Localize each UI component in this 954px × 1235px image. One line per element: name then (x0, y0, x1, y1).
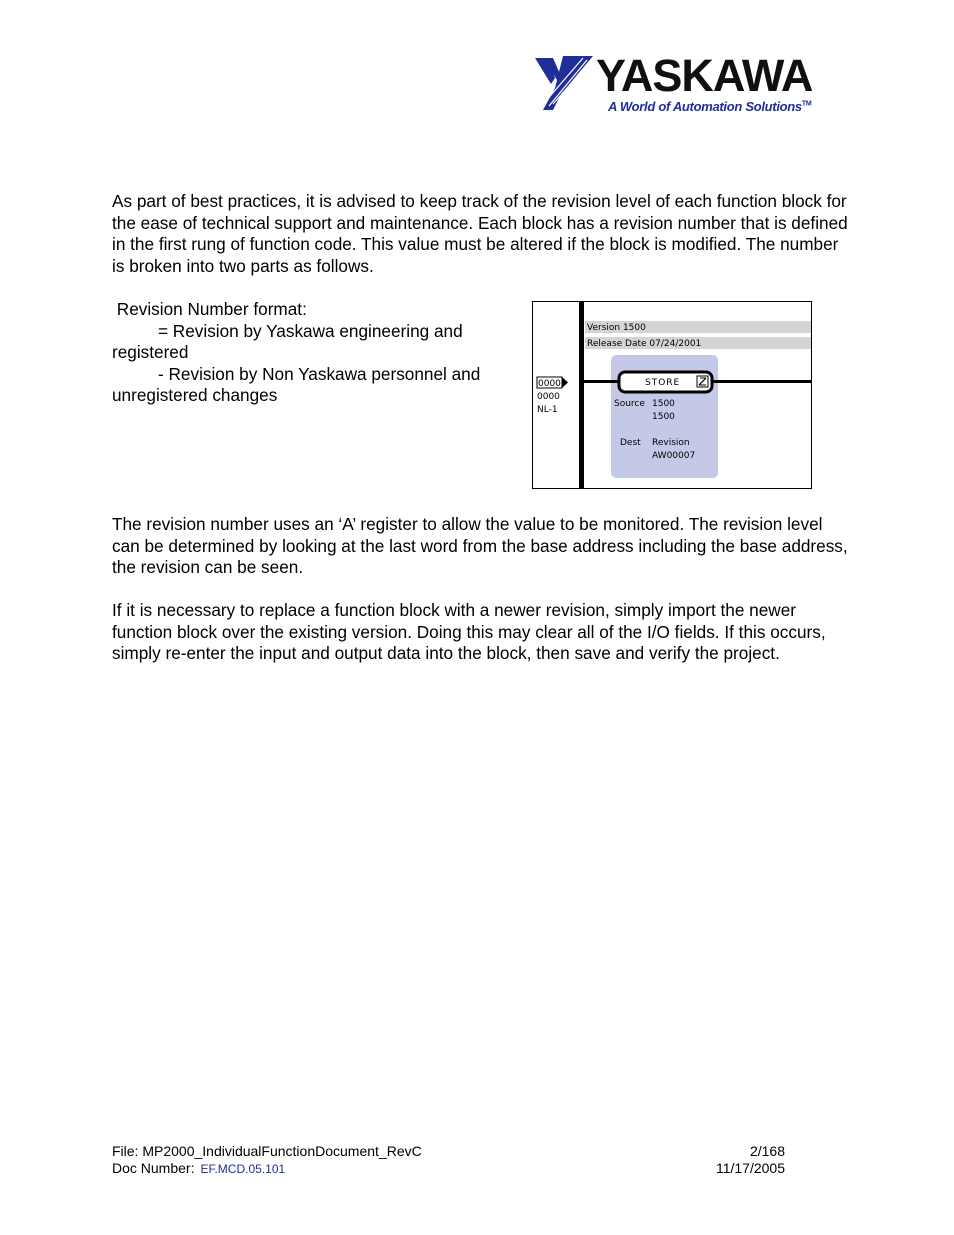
version-label: Version 1500 (587, 323, 646, 333)
input-register-2: 0000 (537, 392, 560, 402)
revision-yaskawa-line: = Revision by Yaskawa engineering and (158, 320, 463, 341)
footer-page-number: 2/168 (749, 1143, 785, 1159)
release-date-label: Release Date 07/24/2001 (587, 339, 702, 349)
replace-paragraph: If it is necessary to replace a function block with a newer revision, simply import the newer function block over the existing version. Doing this may clear all of the I/O fields. If this occurs, simply re-enter the input and output data into the block, then save and verify the project. (112, 600, 826, 663)
dest-value-2: AW00007 (652, 451, 696, 461)
logo-tagline: A World of Automation Solutions™ (608, 99, 812, 114)
store-label: STORE (645, 378, 681, 388)
revision-format-block (112, 299, 507, 407)
footer-date: 11/17/2005 (715, 1160, 785, 1176)
input-arrow-icon (562, 377, 568, 388)
footer-file: File: MP2000_IndividualFunctionDocument_RevC (112, 1143, 422, 1159)
input-register-3: NL-1 (537, 405, 558, 415)
ladder-diagram-figure (532, 301, 812, 489)
revision-non-yaskawa-line: - Revision by Non Yaskawa personnel and (158, 363, 481, 384)
source-value-1: 1500 (652, 399, 675, 409)
footer-doc-label: Doc Number: (112, 1160, 195, 1176)
logo-wordmark: YASKAWA (596, 50, 813, 101)
footer-doc-number (112, 1160, 285, 1178)
dest-value-1: Revision (652, 438, 690, 448)
footer-doc-number-value: EF.MCD.05.101 (200, 1162, 286, 1176)
source-value-2: 1500 (652, 412, 675, 422)
revision-yaskawa-line-cont: registered (112, 342, 189, 362)
dest-label: Dest (620, 438, 641, 448)
trademark-mark: TM (801, 100, 812, 108)
yaskawa-logo (533, 52, 823, 114)
revision-format-heading: Revision Number format: (112, 299, 307, 319)
source-label: Source (614, 399, 645, 409)
register-paragraph: The revision number uses an ‘A’ register to allow the value to be monitored. The revision level can be determined by looking at the last word from the base address including the base address, the revision can be seen. (112, 514, 848, 577)
revision-non-yaskawa-line-cont: unregistered changes (112, 385, 278, 405)
yaskawa-wing-icon (533, 54, 595, 112)
left-power-rail (579, 302, 584, 488)
input-register-1: 0000 (538, 379, 561, 389)
intro-paragraph: As part of best practices, it is advised to keep track of the revision level of each function block for the ease of technical support and maintenance. Each block has a revision number that is defined in the first rung of function code. This value must be altered if the block is modified. The number is broken into two parts as follows. (112, 191, 848, 276)
